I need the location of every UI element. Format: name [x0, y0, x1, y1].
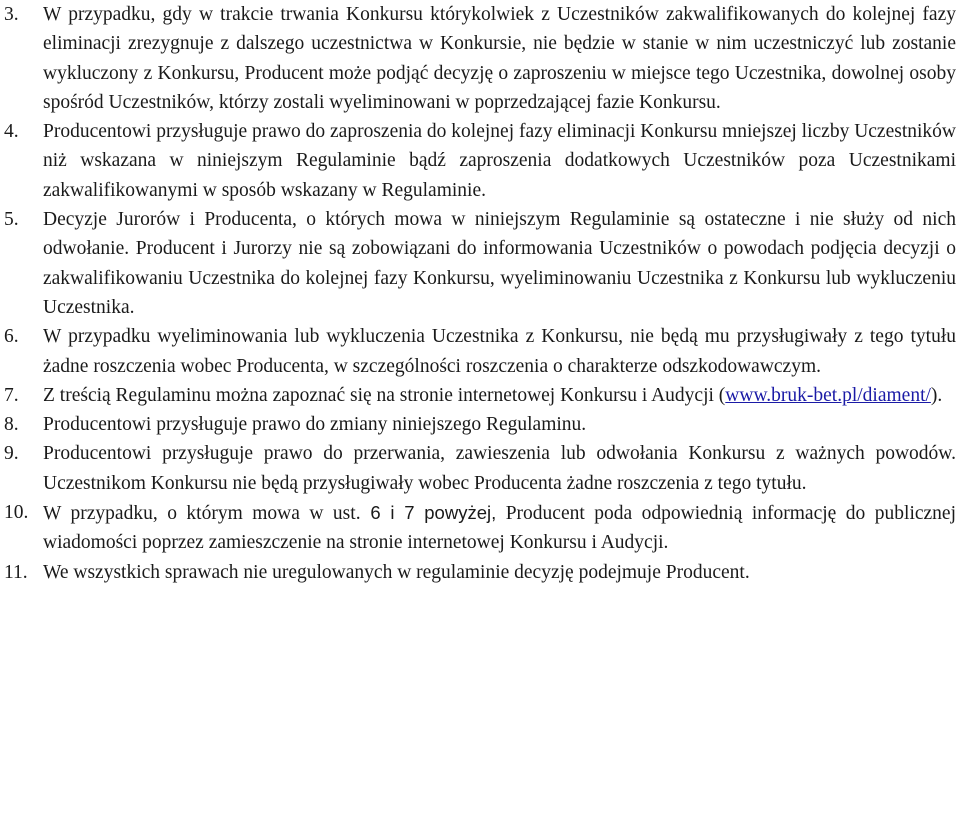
- rule-text: Producentowi przysługuje prawo do zaproszenia do kolejnej fazy eliminacji Konkursu mniejszej liczby Uczestników niż wskazana w niniejszym Regulaminie bądź zaproszenia dodatkowych Uczestników poza Uczestnikami zakwalifikowanymi w sposób wskazany w Regulaminie.: [43, 121, 956, 201]
- rule-text-part-a: W przypadku, o którym mowa w ust.: [43, 503, 361, 525]
- rule-text-part-b: 6 i 7 powyżej,: [360, 502, 497, 524]
- regulations-list: [4, 0, 956, 587]
- rule-number: 10.: [4, 502, 29, 524]
- rule-text: Producentowi przysługuje prawo do zmiany niniejszego Regulaminu.: [43, 414, 587, 436]
- rule-item-11: [4, 558, 956, 587]
- rule-text-before-link: Z treścią Regulaminu można zapoznać się na stronie internetowej Konkursu i Audycji (: [43, 384, 726, 406]
- rule-number: 9.: [4, 443, 19, 465]
- rule-item-8: [4, 410, 956, 439]
- rule-number: 6.: [4, 326, 19, 348]
- rule-number: 7.: [4, 384, 19, 406]
- rule-text: Producentowi przysługuje prawo do przerwania, zawieszenia lub odwołania Konkursu z ważnych powodów. Uczestnikom Konkursu nie będą przysługiwały wobec Producenta żadne roszczenia z tego tytułu.: [43, 443, 956, 494]
- rule-text-after-link: ).: [930, 384, 943, 406]
- rule-item-3: [4, 0, 956, 117]
- rule-item-5: [4, 205, 956, 322]
- rule-number: 8.: [4, 414, 19, 436]
- rule-item-4: [4, 117, 956, 205]
- rule-item-9: [4, 439, 956, 498]
- rule-number: 11.: [4, 561, 28, 583]
- rule-item-10: [4, 498, 956, 558]
- rule-text-part-b: Producent i Jurorzy nie są zobowiązani do informowania Uczestników o powodach podjęcia decyzji o zakwalifikowaniu Uczestnika do kolejnej fazy Konkursu, wyeliminowaniu Uczestnika z Konkursu lub wykluczeniu Uczestnika.: [43, 238, 956, 318]
- rule-text-part-c: Producent poda odpowiednią informację do publicznej wiadomości poprzez zamieszczenie na stronie internetowej Konkursu i Audycji.: [43, 503, 956, 554]
- rule-number: 3.: [4, 4, 19, 25]
- rule-text: W przypadku, gdy w trakcie trwania Konkursu którykolwiek z Uczestników zakwalifikowanych do kolejnej fazy eliminacji zrezygnuje z dalszego uczestnictwa w Konkursie, nie będzie w stanie w nim uczestniczyć lub zostanie wykluczony z Konkursu, Producent może podjąć decyzję o zaproszeniu w miejsce tego Uczestnika, dowolnej osoby spośród Uczestników, którzy zostali wyeliminowani w poprzedzającej fazie Konkursu.: [43, 4, 956, 113]
- regulations-link[interactable]: www.bruk-bet.pl/diament/: [725, 384, 931, 406]
- rule-text: We wszystkich sprawach nie uregulowanych w regulaminie decyzję podejmuje Producent.: [43, 561, 750, 583]
- rule-item-6: [4, 322, 956, 381]
- rule-number: 4.: [4, 121, 19, 143]
- rule-text-part-a: Decyzje Jurorów i Producenta, o których mowa w niniejszym Regulaminie są ostateczne i nie służy od nich odwołanie.: [43, 209, 956, 260]
- rule-text: W przypadku wyeliminowania lub wykluczenia Uczestnika z Konkursu, nie będą mu przysługiwały z tego tytułu żadne roszczenia wobec Producenta, w szczególności roszczenia o charakterze odszkodowawczym.: [43, 326, 956, 377]
- rule-item-7: [4, 381, 956, 410]
- rule-number: 5.: [4, 209, 19, 231]
